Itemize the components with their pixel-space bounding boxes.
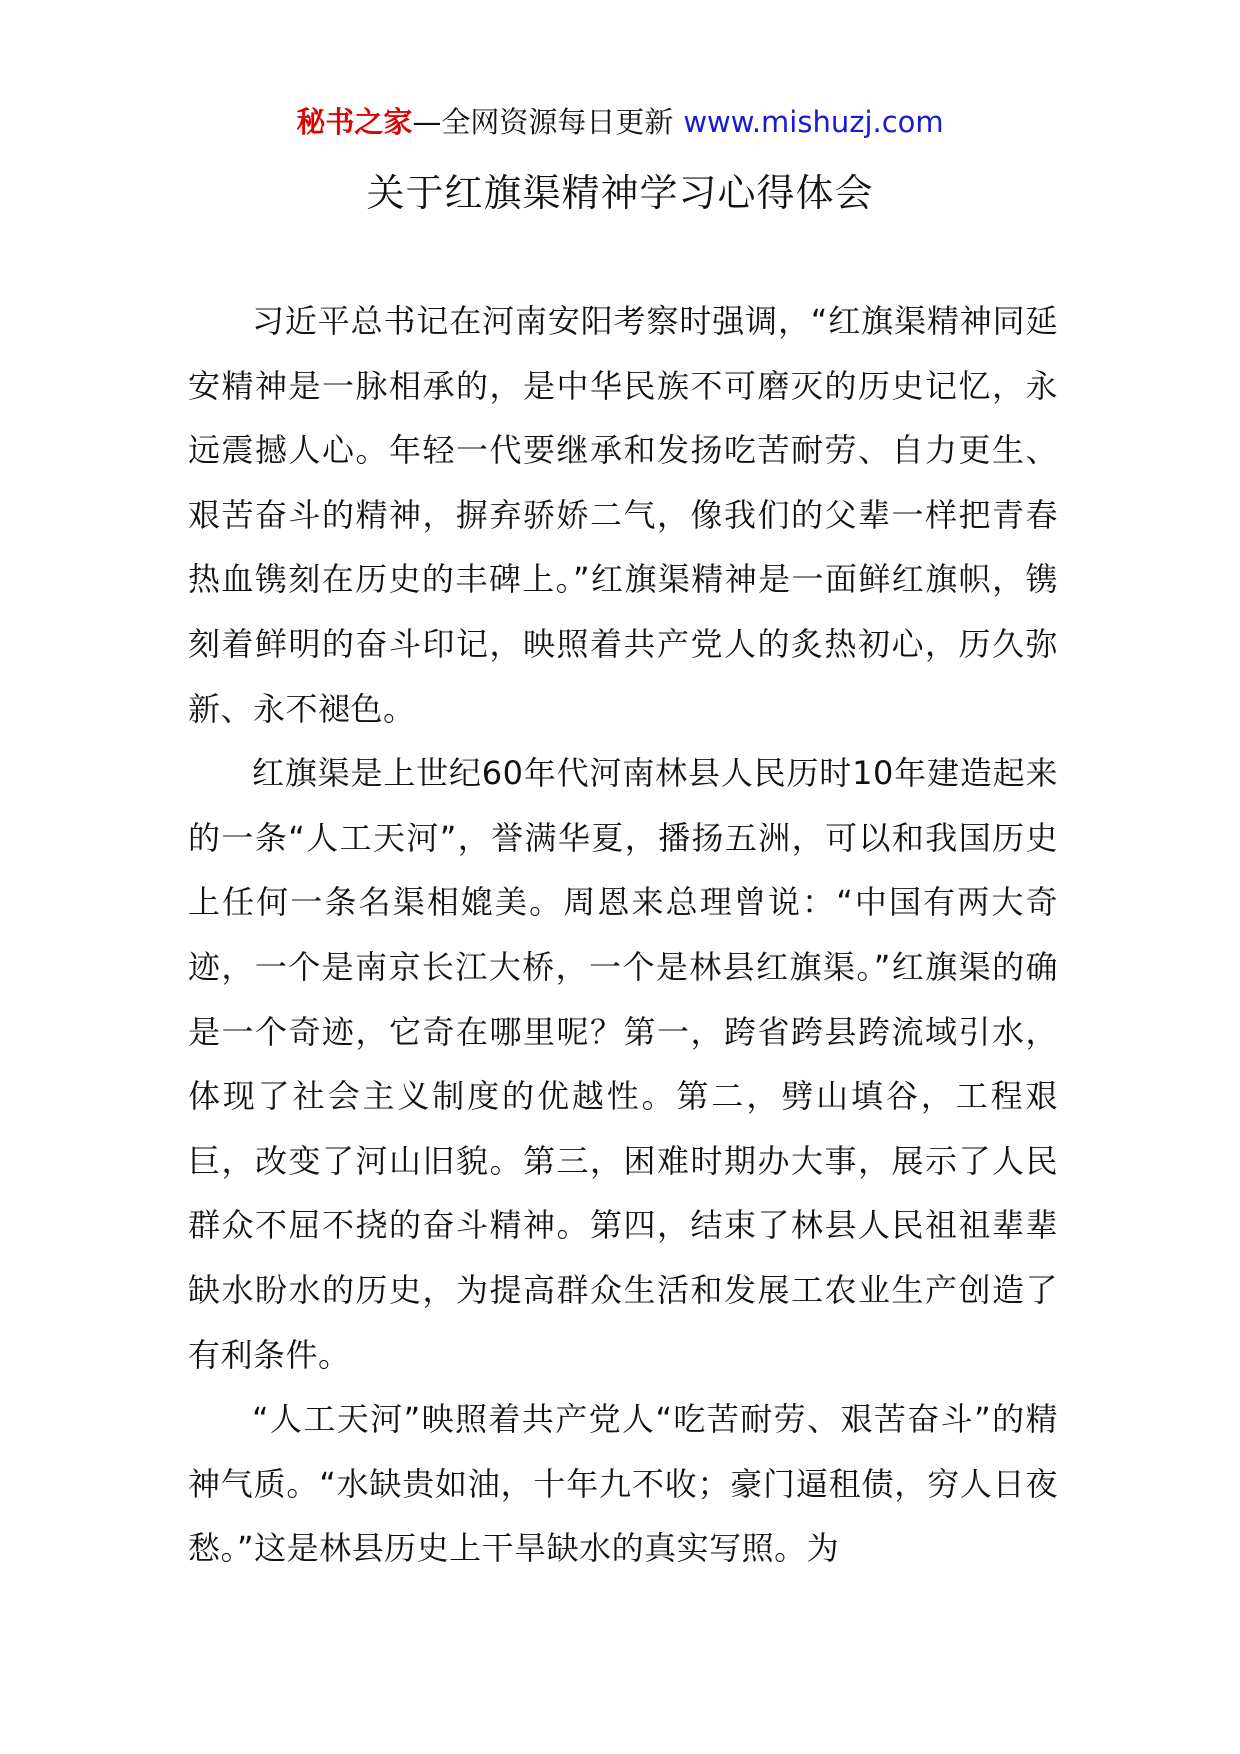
brand-name: 秘书之家 [296,105,413,139]
document-title: 关于红旗渠精神学习心得体会 [366,171,874,215]
site-url-link[interactable]: www.mishuzj.com [683,105,944,139]
body-paragraph: 红旗渠是上世纪60年代河南林县人民历时10年建造起来的一条“人工天河”，誉满华夏，播扬五洲，可以和我国历史上任何一条名渠相媲美。周恩来总理曾说：“中国有两大奇迹，一个是南京长江大桥，一个是林县红旗渠。”红旗渠的确是一个奇迹，它奇在哪里呢？第一，跨省跨县跨流域引水，体现了社会主义制度的优越性。第二，劈山填谷，工程艰巨，改变了河山旧貌。第三，困难时期办大事，展示了人民群众不屈不挠的奋斗精神。第四，结束了林县人民祖祖辈辈缺水盼水的历史，为提高群众生活和发展工农业生产创造了有利条件。 [188,754,1058,1374]
body-paragraph: “人工天河”映照着共产党人“吃苦耐劳、艰苦奋斗”的精神气质。“水缺贵如油，十年九不收；豪门逼租债，穷人日夜愁。”这是林县历史上干旱缺水的真实写照。为 [188,1400,1058,1568]
site-tagline: —全网资源每日更新 [412,105,674,139]
site-header [0,98,1240,146]
document-body [188,289,1058,1581]
body-paragraph: 习近平总书记在河南安阳考察时强调，“红旗渠精神同延安精神是一脉相承的，是中华民族不可磨灭的历史记忆，永远震撼人心。年轻一代要继承和发扬吃苦耐劳、自力更生、艰苦奋斗的精神，摒弃骄娇二气，像我们的父辈一样把青春热血镌刻在历史的丰碑上。”红旗渠精神是一面鲜红旗帜，镌刻着鲜明的奋斗印记，映照着共产党人的炙热初心，历久弥新、永不褪色。 [188,302,1058,728]
